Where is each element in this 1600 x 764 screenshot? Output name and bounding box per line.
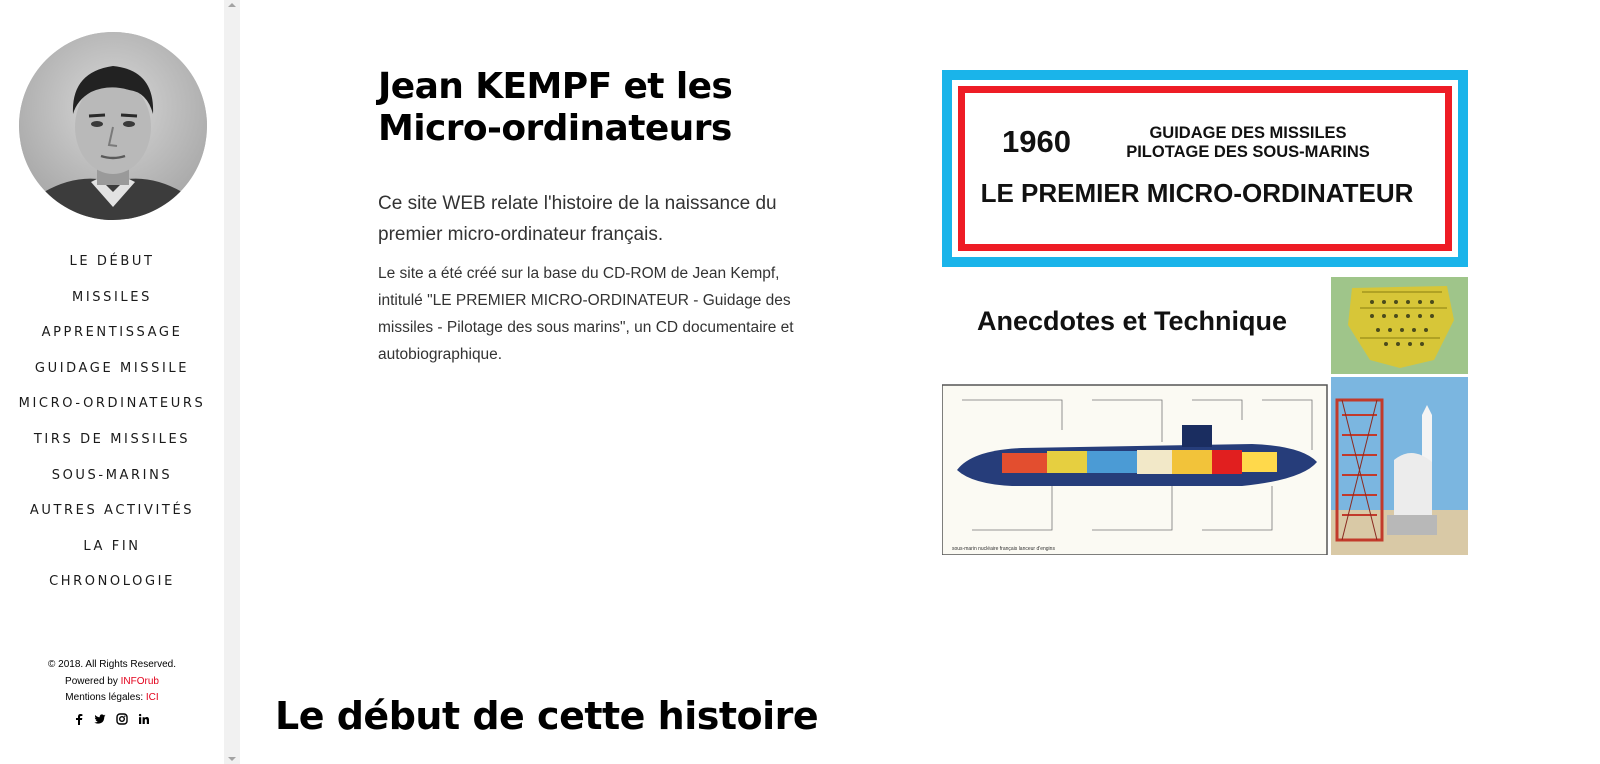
- powered-by-line: [0, 674, 224, 691]
- nav-item-le-debut[interactable]: LE DÉBUT: [69, 254, 155, 269]
- copyright-text: © 2018. All Rights Reserved.: [48, 659, 176, 670]
- facebook-icon[interactable]: [74, 713, 84, 725]
- hero-body-text: Le site a été créé sur la base du CD-ROM de Jean Kempf, intitulé "LE PREMIER MICRO-ORDINATEUR - Guidage des missiles - Pilotage des sous marins", un CD documentaire et autobiographique.: [378, 265, 794, 363]
- scroll-down-arrow-icon[interactable]: [228, 757, 236, 761]
- submarine-diagram: [942, 385, 1327, 555]
- cd-cover-image: [942, 70, 1468, 555]
- nav-item-sous-marins[interactable]: SOUS-MARINS: [51, 467, 173, 483]
- legal-label: Mentions légales:: [65, 692, 146, 703]
- cover-year: 1960: [1002, 124, 1071, 159]
- page-title: Jean KEMPF et les Micro-ordinateurs: [378, 66, 733, 149]
- sidebar: [0, 0, 224, 764]
- powered-by-label: Powered by: [65, 675, 121, 687]
- avatar: [19, 32, 207, 220]
- section-title: Le début de cette histoire: [275, 694, 819, 738]
- inforub-link[interactable]: INFOrub: [120, 675, 159, 687]
- nav-item-chronologie[interactable]: CHRONOLOGIE: [49, 574, 175, 590]
- cover-headline: LE PREMIER MICRO-ORDINATEUR: [980, 178, 1414, 208]
- nav-item-missiles[interactable]: MISSILES: [72, 289, 152, 305]
- legal-line: [0, 690, 224, 707]
- sidebar-footer: [0, 657, 224, 725]
- cover-subtitle: Anecdotes et Technique: [976, 306, 1288, 336]
- nav-item-la-fin[interactable]: LA FIN: [83, 538, 141, 554]
- hero-lead-text: Ce site WEB relate l'histoire de la naissance du premier micro-ordinateur français.: [378, 193, 777, 245]
- cover-line-2: PILOTAGE DES SOUS-MARINS: [1126, 143, 1370, 161]
- portrait-image: [19, 32, 207, 220]
- twitter-icon[interactable]: [94, 713, 106, 725]
- svg-text:sous-marin nucléaire français: sous-marin nucléaire français lanceur d'engins: [952, 546, 1055, 552]
- nav-item-micro-ordinateurs[interactable]: MICRO-ORDINATEURS: [18, 396, 206, 412]
- nav-item-guidage-missile[interactable]: GUIDAGE MISSILE: [34, 360, 190, 376]
- instagram-icon[interactable]: [116, 713, 128, 725]
- sidebar-scrollbar[interactable]: [224, 0, 240, 764]
- main-nav: [0, 247, 224, 603]
- scroll-up-arrow-icon[interactable]: [228, 3, 236, 7]
- cover-line-1: GUIDAGE DES MISSILES: [1149, 124, 1347, 142]
- rocket-launch-photo: [1331, 377, 1468, 555]
- nav-item-autres-activites[interactable]: AUTRES ACTIVITÉS: [29, 503, 195, 519]
- legal-link[interactable]: ICI: [145, 692, 159, 703]
- linkedin-icon[interactable]: [138, 713, 150, 725]
- nav-item-tirs-de-missiles[interactable]: TIRS DE MISSILES: [33, 431, 191, 447]
- circuit-board-photo: [1331, 277, 1468, 374]
- nav-item-apprentissage[interactable]: APPRENTISSAGE: [41, 325, 183, 341]
- social-links: [0, 713, 224, 725]
